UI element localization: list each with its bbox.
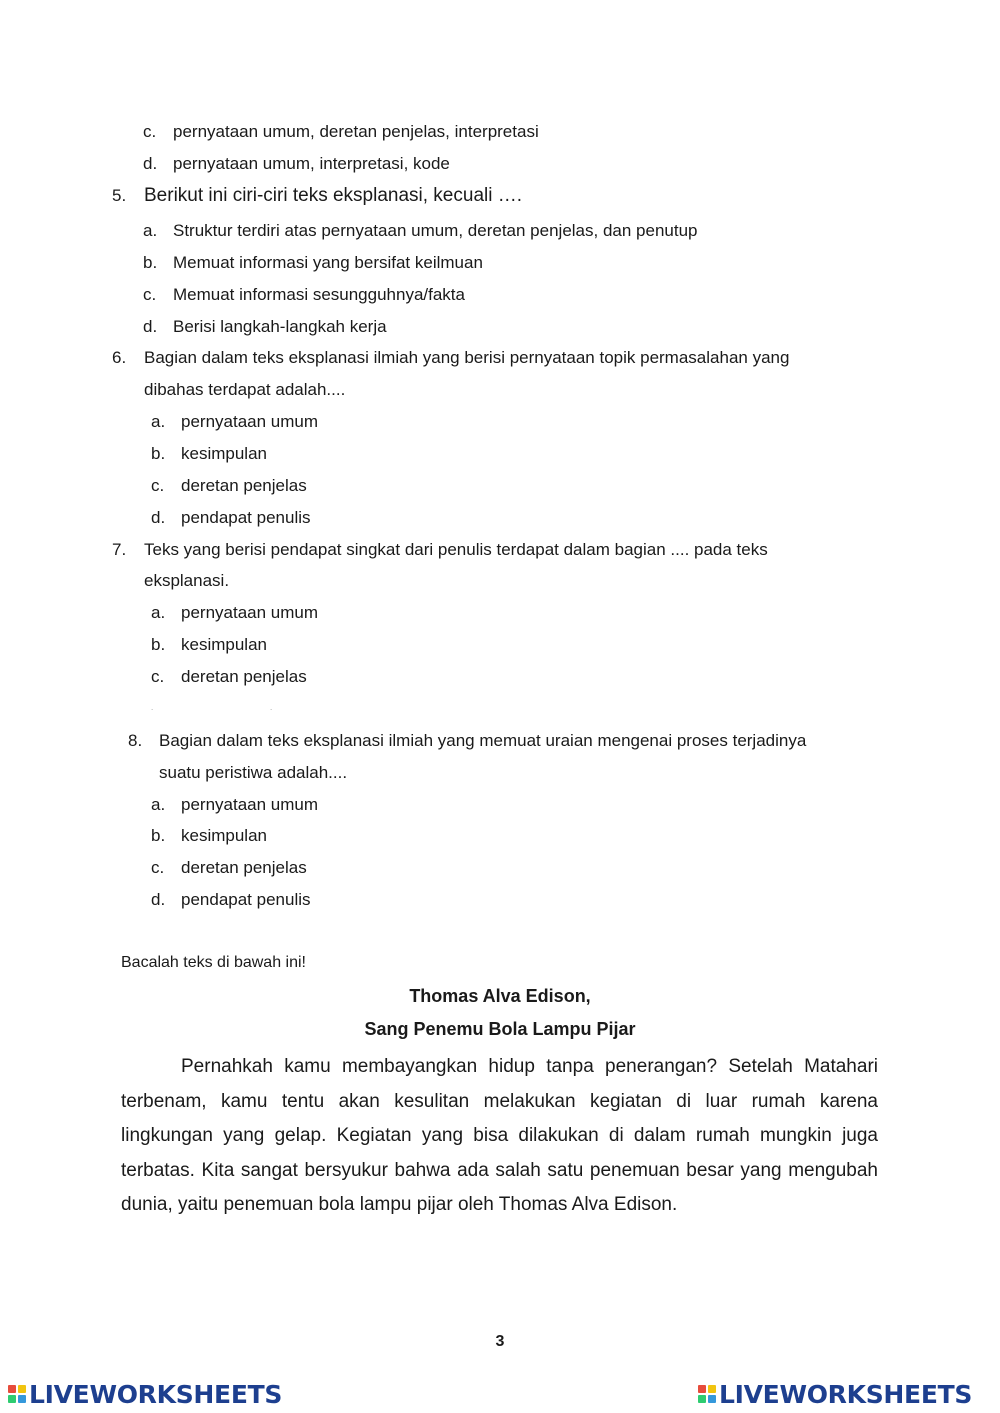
q5-option-b: b. Memuat informasi yang bersifat keilmuan — [143, 253, 483, 272]
q6-option-d: d. pendapat penulis — [151, 508, 311, 527]
reading-title-line1: Thomas Alva Edison, — [409, 986, 591, 1006]
q7-option-c: c. deretan penjelas — [151, 667, 307, 686]
q8-option-a: a. pernyataan umum — [151, 795, 319, 814]
cutoff-remnant: . — [151, 703, 154, 712]
q8-option-d: d. pendapat penulis — [151, 890, 311, 909]
q4-option-d: d. pernyataan umum, interpretasi, kode — [143, 154, 450, 173]
q7-option-b: b. kesimpulan — [151, 635, 267, 654]
brand-logo-right — [698, 1378, 972, 1410]
q6-option-b: b. kesimpulan — [151, 444, 267, 463]
brand-name-right: LIVEWORKSHEETS — [719, 1379, 973, 1409]
liveworksheets-icon — [8, 1385, 26, 1403]
q8-option-b: b. kesimpulan — [151, 826, 267, 845]
reading-title-line2: Sang Penemu Bola Lampu Pijar — [364, 1019, 636, 1039]
question-8-line2: suatu peristiwa adalah.... — [159, 763, 348, 782]
q8-option-c: c. deretan penjelas — [151, 858, 307, 877]
q5-option-d: d. Berisi langkah-langkah kerja — [143, 317, 387, 336]
brand-name-left: LIVEWORKSHEETS — [29, 1379, 283, 1409]
q6-option-c: c. deretan penjelas — [151, 476, 307, 495]
q5-option-c: c. Memuat informasi sesungguhnya/fakta — [143, 285, 465, 304]
question-6: 6. Bagian dalam teks eksplanasi ilmiah yang berisi pernyataan topik permasalahan yang — [112, 348, 790, 367]
q4-option-c: c. pernyataan umum, deretan penjelas, interpretasi — [143, 122, 539, 141]
cutoff-remnant-2: . — [270, 703, 273, 712]
liveworksheets-icon — [698, 1385, 716, 1403]
question-8: 8. Bagian dalam teks eksplanasi ilmiah yang memuat uraian mengenai proses terjadinya — [128, 731, 807, 750]
q5-option-a: a. Struktur terdiri atas pernyataan umum, deretan penjelas, dan penutup — [143, 221, 698, 240]
reading-paragraph: Pernahkah kamu membayangkan hidup tanpa penerangan? Setelah Matahari terbenam, kamu tentu akan kesulitan melakukan kegiatan di luar rumah karena lingkungan yang gelap. Kegiatan yang bisa dilakukan di dalam rumah mungkin juga terbatas. Kita sangat bersyukur bahwa ada salah satu penemuan besar yang mengubah dunia, yaitu penemuan bola lampu pijar oleh Thomas Alva Edison. — [121, 1056, 878, 1215]
page-number: 3 — [495, 1333, 505, 1350]
question-7-line2: eksplanasi. — [144, 571, 230, 590]
question-7: 7. Teks yang berisi pendapat singkat dari penulis terdapat dalam bagian .... pada teks — [112, 540, 768, 559]
reading-instruction: Bacalah teks di bawah ini! — [121, 954, 306, 971]
q6-option-a: a. pernyataan umum — [151, 412, 319, 431]
brand-logo-left — [8, 1378, 282, 1410]
q7-option-a: a. pernyataan umum — [151, 603, 319, 622]
question-5: 5. Berikut ini ciri-ciri teks eksplanasi, kecuali …. — [112, 185, 523, 206]
question-6-line2: dibahas terdapat adalah.... — [144, 380, 346, 399]
